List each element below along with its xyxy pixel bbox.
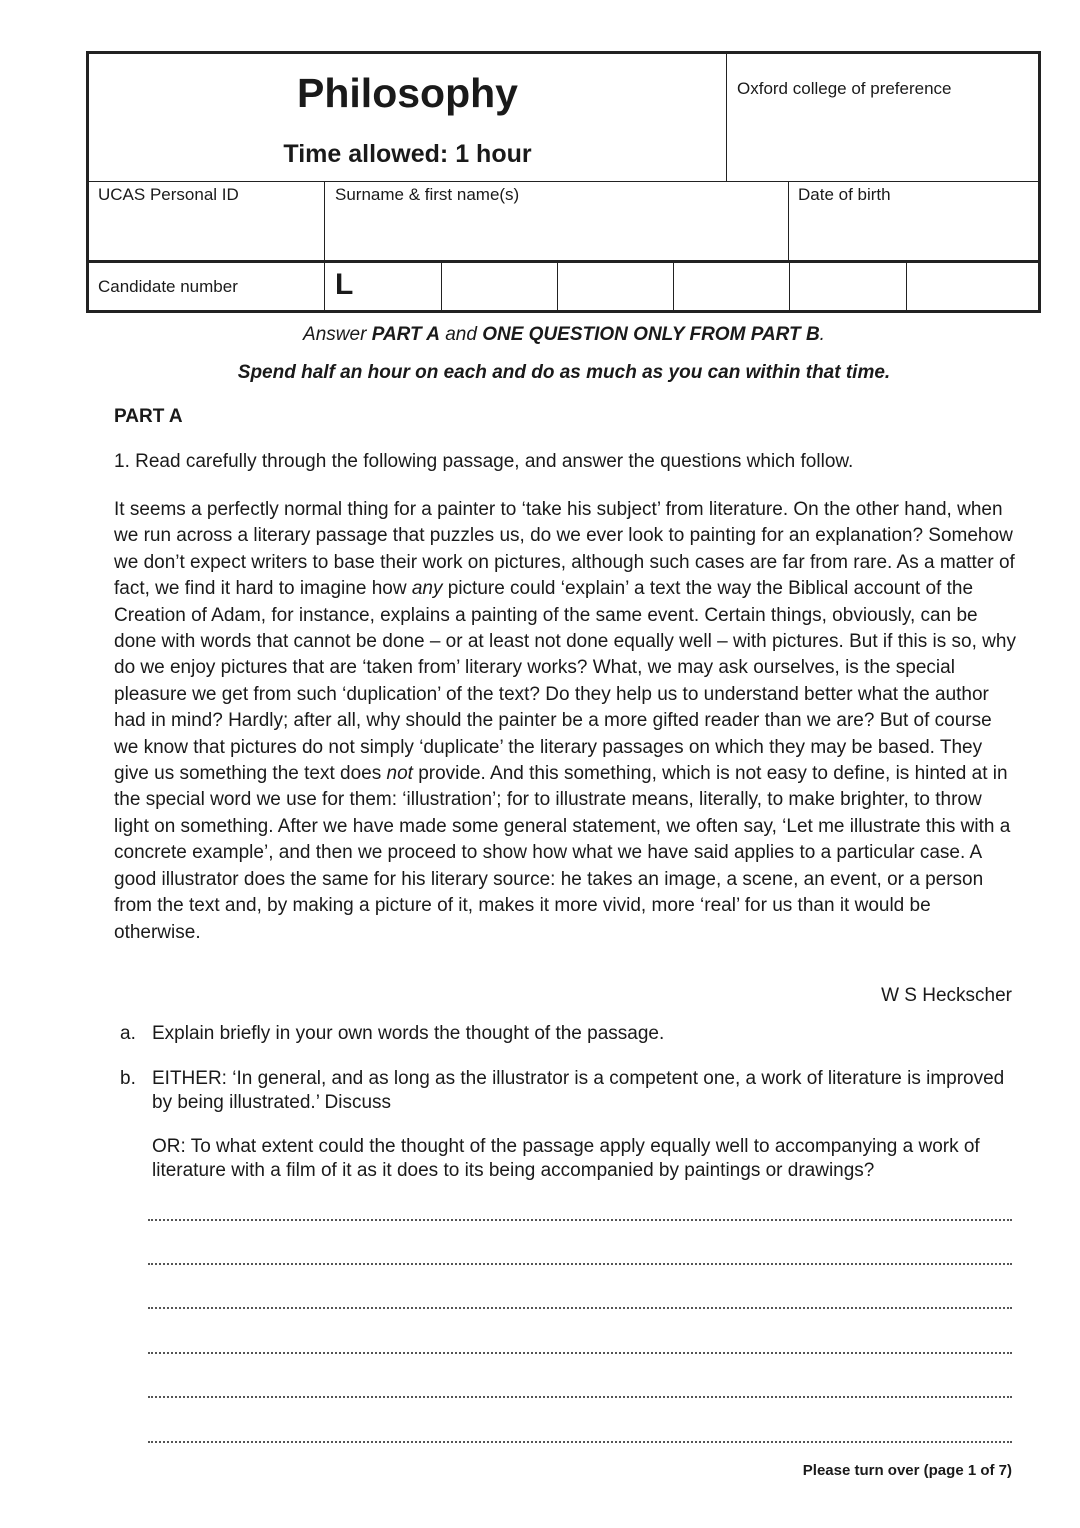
candidate-number-label: Candidate number [98, 277, 238, 296]
question-b-or: OR: To what extent could the thought of the passage apply equally well to accompanying a work of literature with a film of it as it does to its being accompanied by paintings or drawings? [152, 1136, 980, 1181]
question-1: 1. Read carefully through the following passage, and answer the questions which follow. [114, 451, 854, 472]
digit-box-divider [789, 263, 790, 310]
ucas-id-label: UCAS Personal ID [98, 185, 239, 204]
divider [788, 182, 789, 260]
instruction-line-1: Answer PART A and ONE QUESTION ONLY FROM PART B. [303, 324, 825, 345]
digit-box-divider [673, 263, 674, 310]
question-a-label: a. [120, 1023, 136, 1044]
answer-line[interactable] [148, 1263, 1012, 1265]
instruction-line-2: Spend half an hour on each and do as much as you can within that time. [237, 362, 891, 383]
question-a-text: Explain briefly in your own words the thought of the passage. [152, 1023, 665, 1044]
page-footer: Please turn over (page 1 of 7) [802, 1462, 1012, 1479]
passage: It seems a perfectly normal thing for a painter to ‘take his subject’ from literature. On the other hand, when we run across a literary passage that puzzles us, do we ever look to painting for an explanation? Somehow we don’t expect writers to base their work on pictures, although such cases are far from rare. As a matter of fact, we find it hard to imagine how any picture could ‘explain’ a text the way the Biblical account of the Creation of Adam, for instance, explains a painting of the same event. Certain things, obviously, can be done with words that cannot be done – or at least not done equally well – with pictures. But if this is so, why do we enjoy pictures that are ‘taken from’ literary works? What, we may ask ourselves, is the special pleasure we get from such ‘duplication’ of the text? Do they help us to understand better what the author had in mind? Hardly; after all, why should the painter be a more gifted reader than we are? But of course we know that pictures do not simply ‘duplicate’ the literary passages on which they may be based. They give us something the text does not provide. And this something, which is not easy to define, is hinted at in the special word we use for them: ‘illustration’; for to illustrate means, literally, to make brighter, to throw light on something. After we have made some general statement, we often say, ‘Let me illustrate this with a concrete example’, and then we proceed to show how what we have said applies to a particular case. A good illustrator does the same for his literary source: he takes an image, a scene, an event, or a person from the text and, by making a picture of it, makes it more vivid, more ‘real’ for us than it would be otherwise. [114, 499, 1016, 943]
time-allowed: Time allowed: 1 hour [283, 140, 532, 168]
candidate-details-row [89, 181, 1038, 260]
divider [324, 182, 325, 260]
question-b [120, 1067, 1020, 1183]
answer-line[interactable] [148, 1352, 1012, 1354]
digit-box-divider [906, 263, 907, 310]
answer-line[interactable] [148, 1441, 1012, 1443]
answer-line[interactable] [148, 1307, 1012, 1309]
answer-line[interactable] [148, 1396, 1012, 1398]
exam-title: Philosophy [297, 70, 518, 116]
part-a-heading: PART A [114, 406, 183, 427]
digit-box-divider [557, 263, 558, 310]
candidate-number-row [89, 260, 1038, 310]
passage-author: W S Heckscher [881, 985, 1012, 1006]
dob-label: Date of birth [798, 185, 891, 204]
title-cell [89, 54, 727, 181]
name-label: Surname & first name(s) [335, 185, 520, 204]
question-b-either: EITHER: ‘In general, and as long as the illustrator is a competent one, a work of literature is improved by being illustrated.’ Discuss [152, 1068, 1005, 1113]
digit-box-divider [441, 263, 442, 310]
oxford-college-label: Oxford college of preference [737, 79, 952, 98]
divider [324, 263, 325, 310]
question-b-label: b. [120, 1068, 136, 1089]
answer-line[interactable] [148, 1219, 1012, 1221]
candidate-number-prefix: L [335, 268, 354, 301]
candidate-header-box [86, 51, 1041, 313]
